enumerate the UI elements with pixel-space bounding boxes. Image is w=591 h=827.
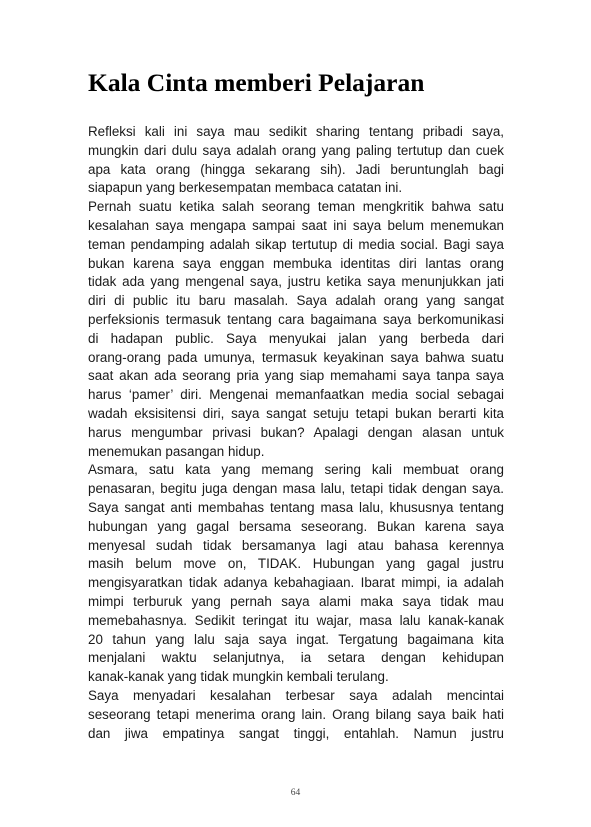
text-line: siapapun yang berkesempatan membaca catatan ini. xyxy=(88,180,403,196)
text-line: dan jiwa empatinya sangat tinggi, entahlah. Namun justru xyxy=(88,725,504,741)
text-line: Saya sangat anti membahas tentang masa lalu, khususnya tentang xyxy=(88,499,504,515)
text-line: orang-orang pada umunya, termasuk keyakinan saya bahwa suatu xyxy=(88,349,504,365)
text-line: kesalahan saya mengapa sampai saat ini saya belum menemukan xyxy=(88,217,504,233)
text-line: masih belum move on, TIDAK. Hubungan yang gagal justru xyxy=(88,556,504,572)
text-line: diri di public itu baru masalah. Saya adalah orang yang sangat xyxy=(88,293,504,309)
text-line: hubungan yang gagal bersama seseorang. Bukan karena saya xyxy=(88,518,504,534)
paragraph xyxy=(88,687,504,743)
text-line: perfeksionis termasuk tentang cara bagaimana saya berkomunikasi xyxy=(88,311,504,327)
text-line: teman pendamping adalah sikap tertutup di media social. Bagi saya xyxy=(88,236,504,252)
text-line: saat akan ada seorang pria yang siap memahami saya tanpa saya xyxy=(88,368,504,384)
text-line: apa kata orang (hingga sekarang sih). Jadi beruntunglah bagi xyxy=(88,161,504,177)
text-line: Pernah suatu ketika salah seorang teman mengkritik bahwa satu xyxy=(88,199,504,215)
paragraph xyxy=(88,198,504,461)
text-line: Asmara, satu kata yang memang sering kali membuat orang xyxy=(88,462,504,478)
text-line: Refleksi kali ini saya mau sedikit sharing tentang pribadi saya, xyxy=(88,124,504,139)
text-line: seseorang tetapi menerima orang lain. Orang bilang saya baik hati xyxy=(88,706,504,722)
text-line: menyesal sudah tidak bersamanya lagi atau bahasa kerennya xyxy=(88,537,504,553)
body-text xyxy=(88,123,504,743)
text-line: mengisyaratkan tidak adanya kebahagiaan. Ibarat mimpi, ia adalah xyxy=(88,575,504,591)
paragraph xyxy=(88,123,504,198)
text-line: di hadapan public. Saya menyukai jalan yang berbeda dari xyxy=(88,330,504,346)
text-line: mimpi terburuk yang pernah saya alami maka saya tidak mau xyxy=(88,593,504,609)
page-title: Kala Cinta memberi Pelajaran xyxy=(88,68,425,97)
text-line: harus ‘pamer’ diri. Mengenai memanfaatkan media social sebagai xyxy=(88,387,504,403)
text-line: 20 tahun yang lalu saja saya ingat. Tergatung bagaimana kita xyxy=(88,631,504,647)
text-line: Saya menyadari kesalahan terbesar saya adalah mencintai xyxy=(88,687,504,703)
text-line: penasaran, begitu juga dengan masa lalu, tetapi tidak dengan saya. xyxy=(88,481,504,497)
text-line: wadah eksisitensi diri, saya sangat setuju tetapi bukan berarti kita xyxy=(88,405,504,421)
text-line: tidak ada yang mengenal saya, justru ketika saya menunjukkan jati xyxy=(88,274,504,290)
text-line: bukan karena saya enggan membuka identitas diri lantas orang xyxy=(88,255,504,271)
text-line: mungkin dari dulu saya adalah orang yang paling tertutup dan cuek xyxy=(88,142,504,158)
page-number: 64 xyxy=(290,788,301,798)
text-line: memebahasnya. Sedikit teringat itu wajar, masa lalu kanak-kanak xyxy=(88,612,504,628)
paragraph xyxy=(88,461,504,687)
text-line: harus mengumbar privasi bukan? Apalagi dengan alasan untuk xyxy=(88,424,504,440)
text-line: menemukan pasangan hidup. xyxy=(88,443,265,459)
text-line: kanak-kanak yang tidak mungkin kembali terulang. xyxy=(88,669,389,685)
text-line: menjalani waktu selanjutnya, ia setara dengan kehidupan xyxy=(88,650,504,666)
